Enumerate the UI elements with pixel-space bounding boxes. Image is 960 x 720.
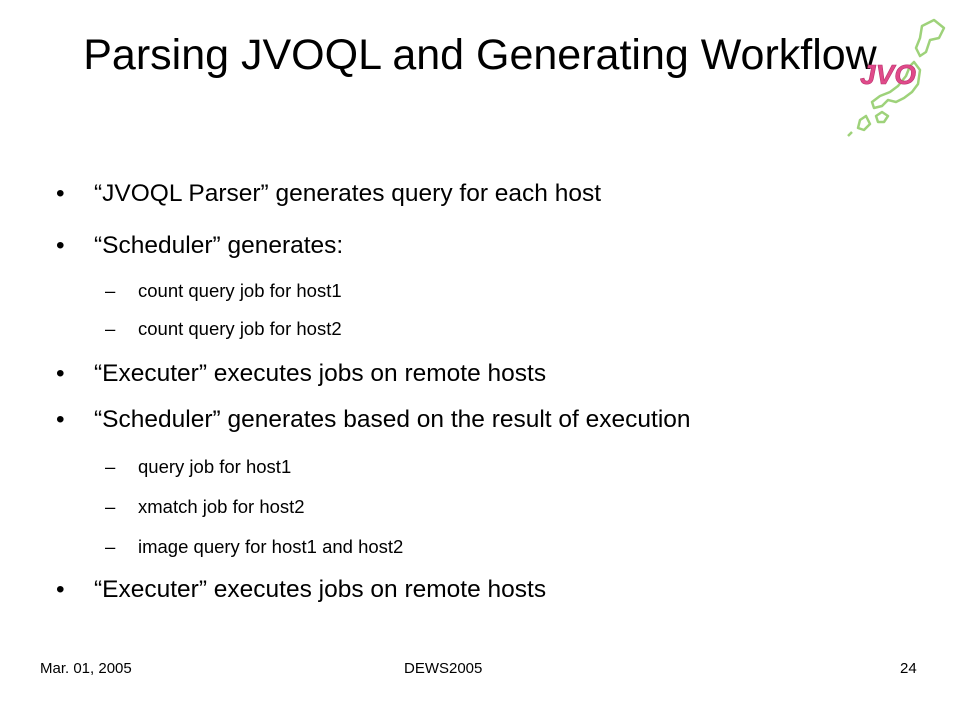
dash-icon: – [105,456,116,477]
sub-text: query job for host1 [138,456,292,477]
slide-title: Parsing JVOQL and Generating Workflow [83,31,877,79]
page-number: 24 [900,660,917,677]
bullet-text: “Executer” executes jobs on remote hosts [94,360,547,387]
bullet-text: “Scheduler” generates: [94,232,344,259]
footer-date: Mar. 01, 2005 [40,660,132,677]
bullet-icon: • [56,576,65,603]
jvo-logo [838,12,956,142]
bullet-icon: • [56,406,65,433]
dash-icon: – [105,496,116,517]
sub-text: xmatch job for host2 [138,496,305,517]
footer-event: DEWS2005 [404,660,483,677]
sub-text: image query for host1 and host2 [138,536,404,557]
dash-icon: – [105,318,116,339]
bullet-text: “Scheduler” generates based on the result of execution [94,406,691,433]
sub-text: count query job for host2 [138,318,342,339]
bullet-icon: • [56,180,65,207]
logo-text: JVO [860,59,917,90]
bullet-text: “Executer” executes jobs on remote hosts [94,576,547,603]
sub-text: count query job for host1 [138,280,342,301]
bullet-icon: • [56,360,65,387]
dash-icon: – [105,536,116,557]
bullet-icon: • [56,232,65,259]
dash-icon: – [105,280,116,301]
bullet-text: “JVOQL Parser” generates query for each host [94,180,602,207]
